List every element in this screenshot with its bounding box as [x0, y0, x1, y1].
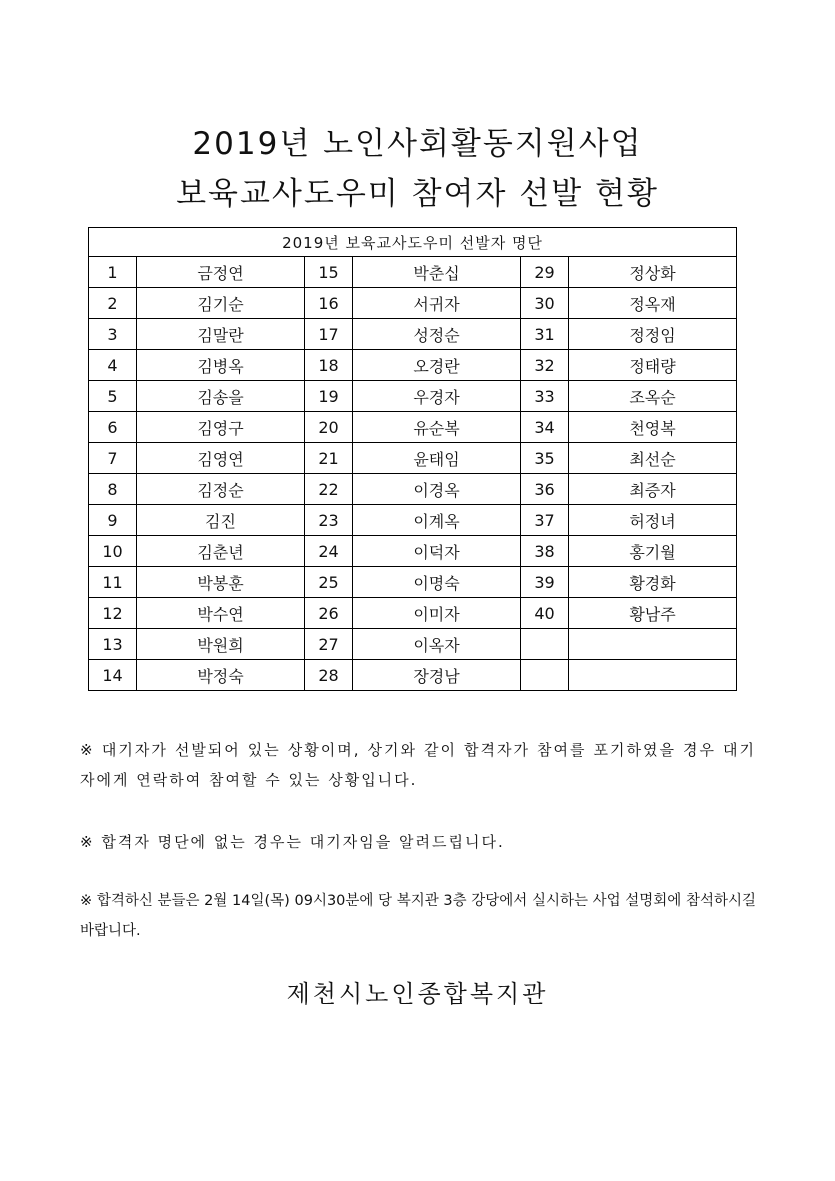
table-header-row — [89, 228, 737, 257]
page-title-line2: 보육교사도우미 참여자 선발 현황 — [176, 176, 659, 212]
selection-roster-table — [88, 227, 737, 691]
participant-name-cell: 우경자 — [353, 381, 521, 412]
participant-number-cell: 13 — [89, 629, 137, 660]
participant-name-cell — [569, 660, 737, 691]
participant-name-cell: 김정순 — [137, 474, 305, 505]
participant-number-cell: 29 — [521, 257, 569, 288]
page-title-line1: 2019년 노인사회활동지원사업 — [192, 126, 643, 162]
participant-name-cell: 김영구 — [137, 412, 305, 443]
participant-number-cell: 22 — [305, 474, 353, 505]
table-row — [89, 381, 737, 412]
participant-number-cell: 4 — [89, 350, 137, 381]
participant-number-cell: 30 — [521, 288, 569, 319]
table-row — [89, 660, 737, 691]
table-row — [89, 505, 737, 536]
participant-number-cell: 8 — [89, 474, 137, 505]
participant-name-cell: 정정임 — [569, 319, 737, 350]
participant-number-cell: 36 — [521, 474, 569, 505]
participant-number-cell: 16 — [305, 288, 353, 319]
table-row — [89, 257, 737, 288]
participant-name-cell: 김춘년 — [137, 536, 305, 567]
participant-name-cell: 김기순 — [137, 288, 305, 319]
participant-name-cell: 홍기월 — [569, 536, 737, 567]
participant-name-cell: 천영복 — [569, 412, 737, 443]
participant-name-cell: 서귀자 — [353, 288, 521, 319]
participant-name-cell: 이명숙 — [353, 567, 521, 598]
participant-number-cell: 37 — [521, 505, 569, 536]
table-row — [89, 629, 737, 660]
participant-name-cell: 김송을 — [137, 381, 305, 412]
participant-number-cell: 18 — [305, 350, 353, 381]
participant-name-cell: 박봉훈 — [137, 567, 305, 598]
participant-name-cell: 유순복 — [353, 412, 521, 443]
participant-name-cell: 김진 — [137, 505, 305, 536]
participant-name-cell: 박춘십 — [353, 257, 521, 288]
participant-name-cell: 이미자 — [353, 598, 521, 629]
participant-number-cell — [521, 629, 569, 660]
participant-name-cell: 금정연 — [137, 257, 305, 288]
participant-number-cell: 20 — [305, 412, 353, 443]
participant-number-cell: 23 — [305, 505, 353, 536]
participant-name-cell: 정태량 — [569, 350, 737, 381]
participant-name-cell: 장경남 — [353, 660, 521, 691]
participant-name-cell: 조옥순 — [569, 381, 737, 412]
participant-name-cell: 정옥재 — [569, 288, 737, 319]
participant-name-cell: 성정순 — [353, 319, 521, 350]
participant-number-cell: 28 — [305, 660, 353, 691]
participant-number-cell — [521, 660, 569, 691]
participant-name-cell: 김말란 — [137, 319, 305, 350]
participant-number-cell: 21 — [305, 443, 353, 474]
table-header: 2019년 보육교사도우미 선발자 명단 — [89, 228, 737, 257]
table-row — [89, 536, 737, 567]
participant-number-cell: 19 — [305, 381, 353, 412]
table-row — [89, 288, 737, 319]
notice-not-listed: ※ 합격자 명단에 없는 경우는 대기자임을 알려드립니다. — [80, 833, 505, 851]
participant-name-cell: 황경화 — [569, 567, 737, 598]
participant-number-cell: 14 — [89, 660, 137, 691]
participant-number-cell: 3 — [89, 319, 137, 350]
participant-number-cell: 33 — [521, 381, 569, 412]
table-row — [89, 567, 737, 598]
participant-number-cell: 24 — [305, 536, 353, 567]
participant-name-cell: 최선순 — [569, 443, 737, 474]
participant-name-cell: 김병옥 — [137, 350, 305, 381]
participant-name-cell: 박원희 — [137, 629, 305, 660]
participant-number-cell: 10 — [89, 536, 137, 567]
participant-name-cell: 박수연 — [137, 598, 305, 629]
notice-briefing: ※ 합격하신 분들은 2월 14일(목) 09시30분에 당 복지관 3층 강당에서 실시하는 사업 설명회에 참석하시길 바랍니다. — [80, 893, 756, 939]
participant-name-cell: 이계옥 — [353, 505, 521, 536]
organization-name: 제천시노인종합복지관 — [286, 980, 549, 1008]
participant-name-cell: 정상화 — [569, 257, 737, 288]
table-row — [89, 474, 737, 505]
participant-number-cell: 38 — [521, 536, 569, 567]
table-row — [89, 412, 737, 443]
participant-number-cell: 11 — [89, 567, 137, 598]
participant-number-cell: 25 — [305, 567, 353, 598]
participant-number-cell: 34 — [521, 412, 569, 443]
participant-number-cell: 5 — [89, 381, 137, 412]
table-row — [89, 350, 737, 381]
participant-name-cell: 윤태임 — [353, 443, 521, 474]
table-row — [89, 443, 737, 474]
participant-name-cell: 최증자 — [569, 474, 737, 505]
participant-number-cell: 35 — [521, 443, 569, 474]
participant-number-cell: 9 — [89, 505, 137, 536]
participant-name-cell: 김영연 — [137, 443, 305, 474]
participant-number-cell: 39 — [521, 567, 569, 598]
participant-name-cell: 허정녀 — [569, 505, 737, 536]
participant-number-cell: 12 — [89, 598, 137, 629]
participant-name-cell: 박정숙 — [137, 660, 305, 691]
participant-number-cell: 40 — [521, 598, 569, 629]
participant-number-cell: 26 — [305, 598, 353, 629]
table-row — [89, 598, 737, 629]
table-row — [89, 319, 737, 350]
participant-number-cell: 17 — [305, 319, 353, 350]
participant-number-cell: 1 — [89, 257, 137, 288]
participant-number-cell: 6 — [89, 412, 137, 443]
participant-name-cell — [569, 629, 737, 660]
participant-number-cell: 2 — [89, 288, 137, 319]
participant-name-cell: 오경란 — [353, 350, 521, 381]
participant-number-cell: 15 — [305, 257, 353, 288]
notice-waitlist: ※ 대기자가 선발되어 있는 상황이며, 상기와 같이 합격자가 참여를 포기하였을 경우 대기자에게 연락하여 참여할 수 있는 상황입니다. — [80, 741, 756, 789]
participant-name-cell: 이덕자 — [353, 536, 521, 567]
participant-number-cell: 27 — [305, 629, 353, 660]
participant-name-cell: 이옥자 — [353, 629, 521, 660]
participant-number-cell: 31 — [521, 319, 569, 350]
participant-name-cell: 이경옥 — [353, 474, 521, 505]
participant-number-cell: 32 — [521, 350, 569, 381]
participant-number-cell: 7 — [89, 443, 137, 474]
participant-name-cell: 황남주 — [569, 598, 737, 629]
